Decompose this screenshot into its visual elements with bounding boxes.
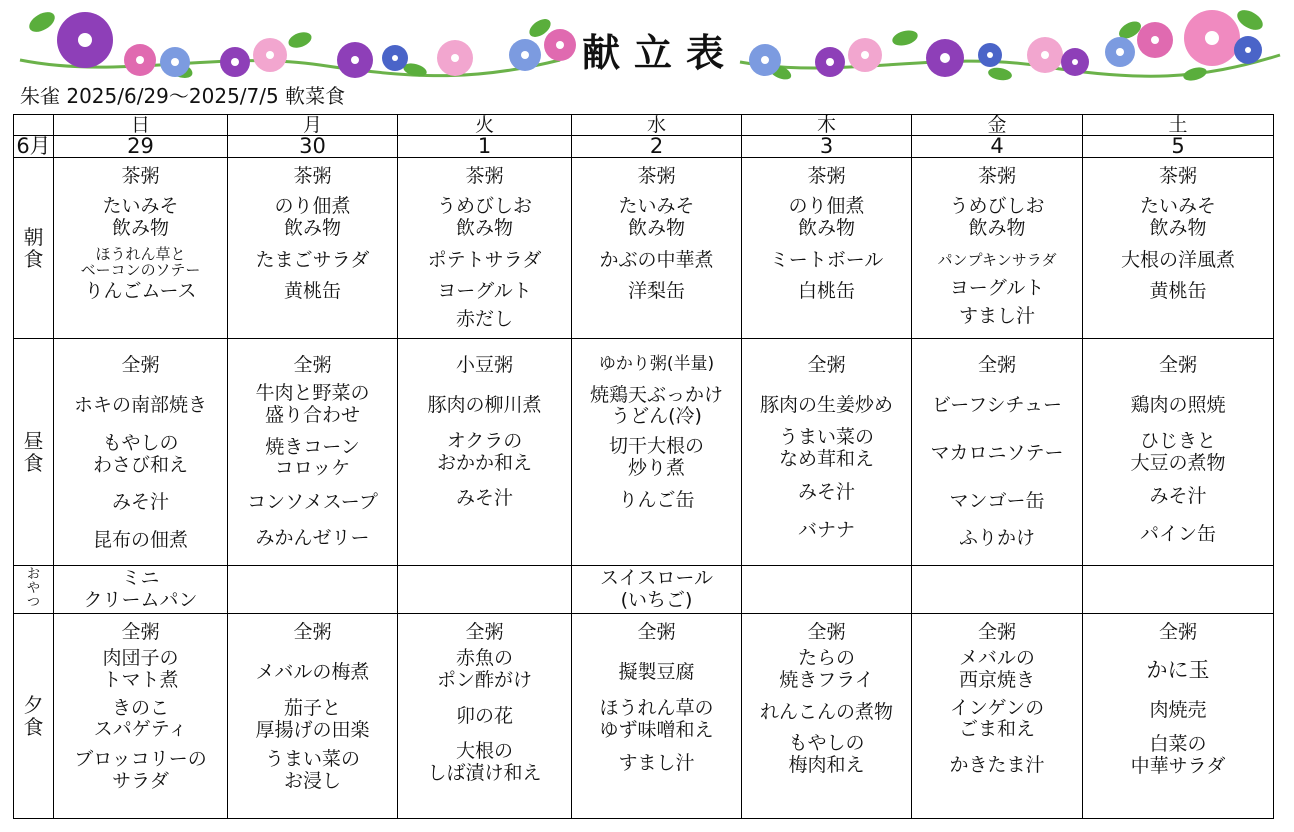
snack-cell [912, 566, 1083, 614]
menu-item: 黄桃缶 [283, 280, 341, 303]
menu-item: 大根の洋風煮 [1120, 248, 1235, 271]
menu-item: 全粥 [807, 354, 846, 376]
dinner-cell [398, 614, 572, 819]
snack-cell [742, 566, 912, 614]
menu-item: 焼鶏天ぶっかけ うどん(冷) [589, 383, 723, 428]
menu-item: うめびしお 飲み物 [949, 194, 1045, 239]
lunch-cell [742, 339, 912, 566]
weekday-header-row [14, 115, 1274, 136]
dinner-label: 夕食 [23, 692, 44, 739]
menu-item: 豚肉の生姜炒め [759, 393, 893, 416]
lunch-cell [398, 339, 572, 566]
menu-item: 洋梨缶 [627, 280, 685, 303]
date-cell: 29 [54, 136, 228, 158]
snack-cell [228, 566, 398, 614]
menu-item: きのこ スパゲティ [93, 696, 188, 741]
date-cell: 4 [912, 136, 1083, 158]
menu-subtitle: 朱雀 2025/6/29～2025/7/5 軟菜食 [20, 84, 346, 108]
lunch-cell [228, 339, 398, 566]
menu-item: たいみそ 飲み物 [618, 194, 695, 239]
page-title: 献立表 [581, 31, 738, 75]
month-label: 6月 [14, 136, 54, 158]
menu-item: みそ汁 [111, 491, 169, 514]
breakfast-row [14, 158, 1274, 339]
weekday-thu: 木 [742, 115, 912, 136]
menu-table [13, 114, 1274, 819]
menu-item: りんご缶 [618, 488, 695, 511]
menu-item: 擬製豆腐 [618, 660, 695, 683]
menu-item: 全粥 [121, 354, 160, 376]
menu-item: たいみそ 飲み物 [1139, 194, 1216, 239]
menu-item: みそ汁 [455, 487, 513, 510]
dinner-row [14, 614, 1274, 819]
menu-item: パイン缶 [1139, 523, 1216, 546]
menu-item: りんごムース [84, 279, 197, 302]
menu-item: 全粥 [465, 621, 504, 643]
weekday-fri: 金 [912, 115, 1083, 136]
menu-item: 鶏肉の照焼 [1130, 393, 1226, 416]
menu-item: みそ汁 [1149, 485, 1207, 508]
menu-item: 全粥 [1158, 354, 1197, 376]
menu-item: もやしの わさび和え [92, 431, 188, 476]
menu-item: みそ汁 [797, 481, 855, 504]
menu-item: 全粥 [977, 354, 1016, 376]
menu-item: 小豆粥 [455, 354, 513, 376]
snack-cell [398, 566, 572, 614]
menu-item: 切干大根の 炒り煮 [608, 435, 704, 480]
menu-item: コンソメスープ [247, 491, 378, 514]
menu-item: 全粥 [637, 621, 676, 643]
breakfast-label: 朝食 [23, 224, 44, 271]
lunch-cell [1083, 339, 1274, 566]
weekday-mon: 月 [228, 115, 398, 136]
menu-item: 茶粥 [121, 165, 160, 187]
lunch-cell [912, 339, 1083, 566]
menu-item: 焼きコーン コロッケ [265, 435, 360, 480]
menu-item: ブロッコリーの サラダ [74, 748, 207, 793]
snack-row [14, 566, 1274, 614]
breakfast-cell [228, 158, 398, 339]
menu-item: ホキの南部焼き [73, 393, 207, 416]
menu-item: 赤魚の ポン酢がけ [436, 646, 532, 691]
menu-item: 豚肉の柳川煮 [427, 393, 542, 416]
date-cell: 3 [742, 136, 912, 158]
menu-item: ほうれん草と ベーコンのソテー [80, 244, 201, 280]
menu-item: 茶粥 [977, 165, 1016, 187]
menu-item: 肉団子の トマト煮 [102, 646, 179, 691]
snack-label: おやつ [26, 567, 40, 610]
breakfast-cell [742, 158, 912, 339]
menu-item: 赤だし [455, 308, 513, 331]
lunch-cell [572, 339, 742, 566]
menu-item: マカロニソテー [930, 441, 1064, 464]
menu-item: 白桃缶 [797, 280, 855, 303]
date-row [14, 136, 1274, 158]
menu-item: ミートボール [769, 248, 884, 271]
menu-item: うめびしお 飲み物 [436, 194, 532, 239]
menu-item: オクラの おかか和え [436, 429, 532, 474]
menu-item: 全粥 [293, 621, 332, 643]
menu-item: 茶粥 [465, 165, 504, 187]
corner-cell [14, 115, 54, 136]
menu-item: たまごサラダ [255, 248, 370, 271]
menu-item: ヨーグルト [949, 277, 1045, 300]
breakfast-cell [1083, 158, 1274, 339]
menu-item: うまい菜の なめ茸和え [778, 425, 874, 470]
menu-item: バナナ [797, 519, 855, 542]
menu-item: 茄子と 厚揚げの田楽 [255, 696, 370, 741]
menu-item: みかんゼリー [255, 527, 370, 550]
dinner-cell [912, 614, 1083, 819]
menu-item: メバルの梅煮 [255, 660, 370, 683]
menu-item: 茶粥 [637, 165, 676, 187]
weekday-tue: 火 [398, 115, 572, 136]
menu-item: 白菜の 中華サラダ [1130, 732, 1226, 777]
menu-item: ほうれん草の ゆず味噌和え [599, 696, 714, 741]
menu-item: すまし汁 [618, 752, 695, 775]
menu-item: 大根の しば漬け和え [427, 740, 542, 785]
menu-item: パンプキンサラダ [937, 250, 1057, 269]
weekday-sun: 日 [54, 115, 228, 136]
menu-item: メバルの 西京焼き [958, 646, 1035, 691]
date-cell: 1 [398, 136, 572, 158]
menu-item: うまい菜の お浸し [264, 748, 360, 793]
menu-item: 全粥 [807, 621, 846, 643]
menu-item: れんこんの煮物 [759, 700, 893, 723]
menu-item: 全粥 [977, 621, 1016, 643]
menu-item: 全粥 [1158, 621, 1197, 643]
dinner-cell [572, 614, 742, 819]
breakfast-cell [572, 158, 742, 339]
menu-item: 茶粥 [293, 165, 332, 187]
menu-item: ゆかり粥(半量) [598, 354, 715, 374]
menu-item: 昆布の佃煮 [92, 529, 188, 552]
dinner-cell [228, 614, 398, 819]
dinner-cell [54, 614, 228, 819]
weekday-wed: 水 [572, 115, 742, 136]
lunch-row [14, 339, 1274, 566]
date-cell: 30 [228, 136, 398, 158]
menu-item: マンゴー缶 [949, 489, 1045, 512]
date-cell: 5 [1083, 136, 1274, 158]
menu-item: もやしの 梅肉和え [788, 732, 865, 777]
lunch-label: 昼食 [23, 428, 44, 475]
breakfast-cell [398, 158, 572, 339]
menu-item: すまし汁 [958, 304, 1035, 327]
menu-item: 黄桃缶 [1149, 280, 1207, 303]
menu-item: 全粥 [121, 621, 160, 643]
menu-item: かに玉 [1146, 657, 1210, 682]
menu-item: スイスロール (いちご) [599, 566, 714, 611]
snack-cell [572, 566, 742, 614]
menu-item: 茶粥 [807, 165, 846, 187]
breakfast-cell [912, 158, 1083, 339]
dinner-cell [1083, 614, 1274, 819]
menu-item: ふりかけ [958, 527, 1035, 550]
menu-item: ビーフシチュー [932, 393, 1062, 416]
menu-item: ヨーグルト [437, 280, 532, 303]
menu-item: のり佃煮 飲み物 [274, 194, 351, 239]
menu-item: 肉焼売 [1149, 698, 1207, 721]
menu-item: 全粥 [293, 354, 332, 376]
menu-item: かきたま汁 [949, 754, 1045, 777]
menu-item: インゲンの ごま和え [949, 696, 1045, 741]
menu-item: 卯の花 [455, 704, 513, 727]
menu-item: ミニ クリームパン [83, 566, 198, 611]
dinner-cell [742, 614, 912, 819]
menu-item: たいみそ 飲み物 [102, 194, 179, 239]
lunch-cell [54, 339, 228, 566]
breakfast-cell [54, 158, 228, 339]
weekday-sat: 土 [1083, 115, 1274, 136]
snack-cell [54, 566, 228, 614]
menu-item: ひじきと 大豆の煮物 [1130, 429, 1226, 474]
menu-item: ポテトサラダ [427, 248, 542, 271]
menu-item: 牛肉と野菜の 盛り合わせ [255, 381, 370, 426]
menu-item: たらの 焼きフライ [779, 646, 874, 691]
date-cell: 2 [572, 136, 742, 158]
menu-item: 茶粥 [1158, 165, 1197, 187]
snack-cell [1083, 566, 1274, 614]
menu-item: のり佃煮 飲み物 [788, 194, 865, 239]
menu-item: かぶの中華煮 [599, 248, 714, 271]
